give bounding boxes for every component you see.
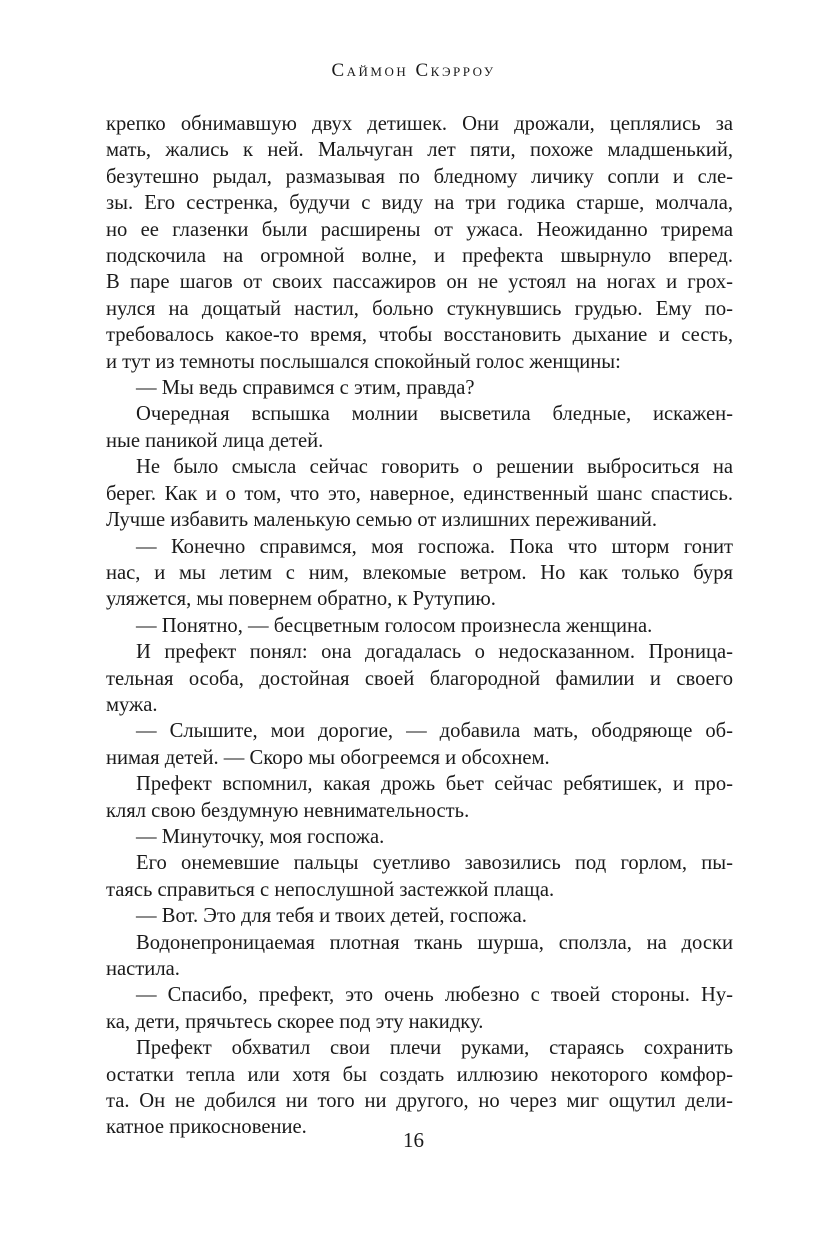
- text-line: мужа.: [106, 693, 158, 716]
- paragraph: [106, 454, 733, 533]
- text-line: — Понятно, — бесцветным голосом произнесла женщина.: [136, 614, 653, 637]
- text-line: катное прикосновение.: [106, 1116, 307, 1139]
- text-line: нас, и мы летим с ним, влекомые ветром. Но как только буря: [106, 561, 733, 584]
- body-text: [106, 111, 733, 1141]
- paragraph: [106, 639, 733, 718]
- text-line: В паре шагов от своих пассажиров он не устоял на ногах и грох-: [106, 271, 733, 294]
- text-line: настила.: [106, 958, 180, 980]
- text-line: — Вот. Это для тебя и твоих детей, госпожа.: [136, 905, 527, 928]
- text-line: крепко обнимавшую двух детишек. Они дрожали, цеплялись за: [106, 113, 733, 135]
- text-line: Лучше избавить маленькую семью от излишних переживаний.: [106, 509, 658, 532]
- text-line: — Спасибо, префект, это очень любезно с твоей стороны. Ну-: [136, 984, 733, 1007]
- text-line: нимая детей. — Скоро мы обогреемся и обсохнем.: [106, 746, 550, 769]
- paragraph: [106, 111, 733, 375]
- text-line: ка, дети, прячьтесь скорее под эту накидку.: [106, 1010, 484, 1033]
- paragraph: [106, 534, 733, 613]
- text-line: мать, жались к ней. Мальчуган лет пяти, похоже младшенький,: [106, 139, 733, 162]
- paragraph: [106, 1035, 733, 1141]
- text-line: подскочила на огромной волне, и префекта швырнуло вперед.: [106, 245, 733, 268]
- text-line: И префект понял: она догадалась о недосказанном. Проница-: [136, 641, 733, 664]
- text-line: Префект обхватил свои плечи руками, стараясь сохранить: [136, 1037, 733, 1060]
- text-line: нулся на дощатый настил, больно стукнувшись грудью. Ему по-: [106, 297, 733, 320]
- text-line: — Слышите, мои дорогие, — добавила мать, ободряюще об-: [136, 720, 733, 743]
- text-line: но ее глазенки были расширены от ужаса. Неожиданно трирема: [106, 218, 733, 241]
- running-head: Саймон Скэрроу: [331, 60, 496, 81]
- text-line: и тут из темноты послышался спокойный голос женщины:: [106, 350, 621, 373]
- text-line: Его онемевшие пальцы суетливо завозились под горлом, пы-: [136, 852, 733, 875]
- text-line: клял свою бездумную невнимательность.: [106, 799, 470, 822]
- text-line: таясь справиться с непослушной застежкой плаща.: [106, 878, 555, 901]
- text-line: зы. Его сестренка, будучи с виду на три годика старше, молчала,: [106, 192, 733, 215]
- text-line: — Минуточку, моя госпожа.: [136, 825, 385, 848]
- text-line: Водонепроницаемая плотная ткань шурша, сползла, на доски: [136, 931, 733, 954]
- text-line: Очередная вспышка молнии высветила бледные, искажен-: [136, 403, 733, 426]
- paragraph: [106, 850, 733, 903]
- text-line: Префект вспомнил, какая дрожь бьет сейчас ребятишек, и про-: [136, 773, 733, 796]
- text-line: тельная особа, достойная своей благородной фамилии и своего: [106, 667, 733, 690]
- paragraph: [106, 375, 733, 401]
- text-line: та. Он не добился ни того ни другого, но через миг ощутил дели-: [106, 1090, 733, 1113]
- paragraph: [106, 401, 733, 454]
- paragraph: [106, 718, 733, 771]
- paragraph: [106, 982, 733, 1035]
- text-line: остатки тепла или хотя бы создать иллюзию некоторого комфор-: [106, 1063, 733, 1086]
- text-line: берег. Как и о том, что это, наверное, единственный шанс спастись.: [106, 482, 733, 505]
- text-line: требовалось какое-то время, чтобы восстановить дыхание и сесть,: [106, 324, 733, 347]
- text-line: Не было смысла сейчас говорить о решении выброситься на: [136, 456, 733, 479]
- paragraph: [106, 771, 733, 824]
- text-line: ные паникой лица детей.: [106, 429, 324, 452]
- paragraph: [106, 930, 733, 983]
- text-line: — Мы ведь справимся с этим, правда?: [136, 377, 475, 400]
- page-number: 16: [403, 1128, 424, 1152]
- paragraph: [106, 824, 733, 850]
- text-line: безутешно рыдал, размазывая по бледному личику сопли и сле-: [106, 165, 733, 188]
- paragraph: [106, 903, 733, 929]
- text-line: — Конечно справимся, моя госпожа. Пока что шторм гонит: [136, 535, 733, 558]
- text-line: уляжется, мы повернем обратно, к Рутупию.: [106, 588, 496, 611]
- paragraph: [106, 613, 733, 639]
